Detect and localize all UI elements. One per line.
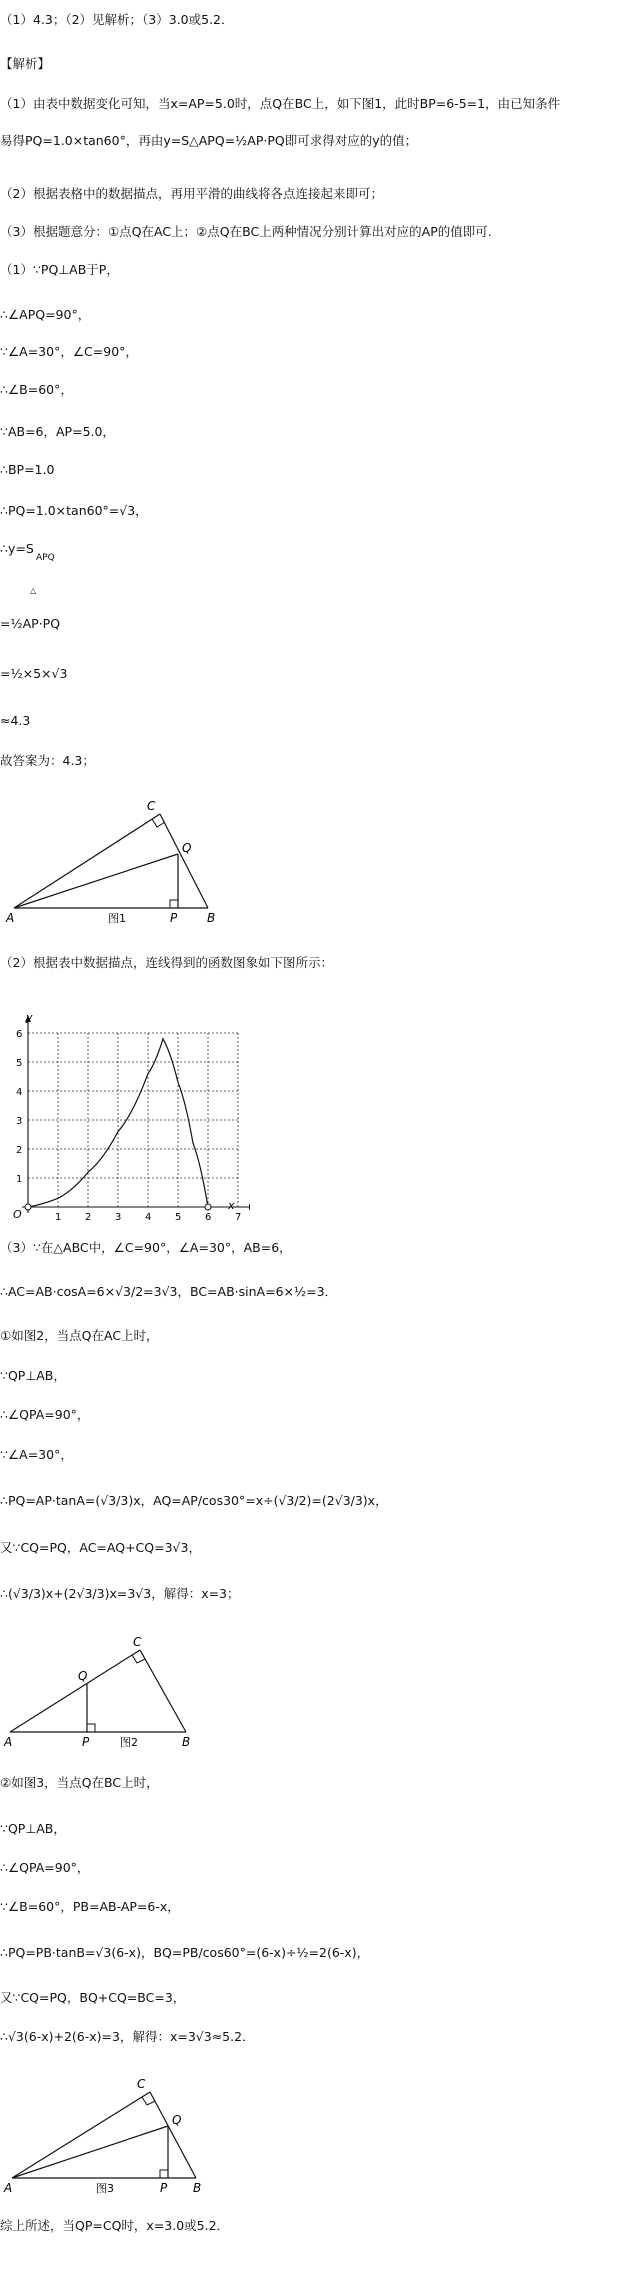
y-tick-label: 6 [16, 1029, 23, 1040]
axis-label-y: y [26, 1011, 33, 1024]
segment-cb [150, 2092, 196, 2178]
analysis-line-2: 易得PQ=1.0×tan60°，再由y=S△APQ=½AP·PQ即可求得对应的y的值； [0, 133, 418, 148]
solution-step: ∵QP⊥AB， [0, 1821, 66, 1836]
chart-series [25, 1039, 211, 1210]
solution-step: ∵∠A=30°，∠C=90°， [0, 344, 138, 359]
solution-step: ∵∠B=60°，PB=AB-AP=6-x， [0, 1899, 180, 1914]
right-angle-p [87, 1724, 95, 1732]
solution-step: ∴PQ=1.0×tan60°=√3， [0, 503, 148, 518]
solution-step: （3）∵在△ABC中，∠C=90°，∠A=30°，AB=6， [0, 1240, 292, 1255]
chart-grid [28, 1033, 238, 1207]
y-tick-label: 1 [16, 1174, 23, 1185]
solution-step: （1）∵PQ⊥AB于P， [0, 262, 119, 277]
solution-step: （2）根据表中数据描点，连线得到的函数图象如下图所示： [0, 955, 333, 970]
x-tick-label: 7 [235, 1212, 242, 1223]
triangle-symbol: △ [30, 586, 37, 595]
x-axis-arrow [249, 1204, 250, 1210]
label-q: Q [172, 2113, 182, 2127]
solution-step: ≈4.3 [0, 713, 31, 728]
figure-1 [0, 798, 240, 928]
solution-step: 故答案为：4.3； [0, 753, 95, 768]
label-b: B [193, 2181, 202, 2195]
label-p: P [160, 2181, 168, 2195]
solution-step: ∵∠A=30°， [0, 1447, 73, 1462]
answer-summary: （1）4.3；（2）见解析；（3）3.0或5.2． [0, 12, 234, 27]
chart-axes [22, 1015, 250, 1213]
label-p: P [82, 1735, 90, 1749]
y-tick-label: 4 [16, 1087, 23, 1098]
solution-step: ∴y=S [0, 541, 34, 556]
solution-step: 又∵CQ=PQ，BQ+CQ=BC=3， [0, 1990, 186, 2005]
segment-aq [12, 2126, 168, 2178]
segment-cb [140, 1650, 186, 1732]
caption-figure-3: 图3 [96, 2182, 114, 2195]
segment-ac [14, 814, 160, 908]
caption-figure-1: 图1 [108, 912, 126, 925]
solution-step: =½AP·PQ [0, 616, 61, 631]
caption-figure-2: 图2 [120, 1736, 138, 1749]
chart-ticks [16, 1029, 241, 1223]
label-b: B [207, 911, 216, 925]
solution-step: ∴(√3/3)x+(2√3/3)x=3√3，解得：x=3； [0, 1586, 240, 1601]
right-angle-p [170, 900, 178, 908]
subscript-apq: APQ [36, 553, 55, 563]
label-c: C [137, 2077, 146, 2091]
conclusion: 综上所述，当QP=CQ时，x=3.0或5.2． [0, 2218, 230, 2233]
label-a: A [4, 1735, 13, 1749]
x-tick-label: 4 [145, 1212, 152, 1223]
analysis-line-1: （1）由表中数据变化可知，当x=AP=5.0时，点Q在BC上，如下图1，此时BP=6-5=1，由已知条件 [0, 96, 561, 111]
segment-aq [14, 854, 178, 908]
solution-step: ∵QP⊥AB， [0, 1368, 66, 1383]
solution-step: ∴∠QPA=90°， [0, 1860, 90, 1875]
axis-label-x: x [228, 1199, 235, 1212]
label-a: A [4, 2181, 13, 2195]
x-tick-label: 5 [175, 1212, 182, 1223]
figure-2 [0, 1634, 210, 1749]
solution-step: ∴BP=1.0 [0, 462, 55, 477]
label-c: C [147, 799, 156, 813]
x-tick-label: 6 [205, 1212, 212, 1223]
endpoint-open-end [205, 1204, 211, 1210]
origin-label: O [13, 1208, 22, 1221]
label-a: A [6, 911, 15, 925]
x-tick-label: 1 [55, 1212, 62, 1223]
solution-step: ∴√3(6-x)+2(6-x)=3，解得：x=3√3≈5.2． [0, 2029, 255, 2044]
label-b: B [182, 1735, 191, 1749]
y-tick-label: 3 [16, 1116, 23, 1127]
solution-step: ∴PQ=PB·tanB=√3(6-x)，BQ=PB/cos60°=(6-x)÷½=2(6-x)， [0, 1945, 370, 1960]
solution-step: ∴PQ=AP·tanA=(√3/3)x，AQ=AP/cos30°=x÷(√3/2)=(2√3/3)x， [0, 1493, 388, 1508]
x-tick-label: 2 [85, 1212, 92, 1223]
segment-ac [10, 1650, 140, 1732]
function-graph [0, 1005, 250, 1245]
segment-cb [160, 814, 208, 908]
solution-step: ∴∠QPA=90°， [0, 1407, 90, 1422]
label-p: P [170, 911, 178, 925]
endpoint-open-start [25, 1204, 31, 1210]
figure-3 [0, 2076, 230, 2196]
analysis-heading: 【解析】 [0, 56, 51, 71]
y-tick-label: 2 [16, 1145, 23, 1156]
label-q: Q [182, 841, 192, 855]
solution-step: ∴AC=AB·cosA=6×√3/2=3√3，BC=AB·sinA=6×½=3． [0, 1284, 338, 1299]
x-tick-label: 3 [115, 1212, 122, 1223]
y-tick-label: 5 [16, 1058, 23, 1069]
solution-step: ∴∠B=60°， [0, 382, 73, 397]
analysis-line-4: （3）根据题意分：①点Q在AC上；②点Q在BC上两种情况分别计算出对应的AP的值即可. [0, 224, 492, 239]
right-angle-p [160, 2170, 168, 2178]
solution-step: ∴∠APQ=90°， [0, 307, 91, 322]
solution-step: ②如图3，当点Q在BC上时， [0, 1775, 159, 1790]
solution-step: =½×5×√3 [0, 666, 68, 681]
analysis-line-3: （2）根据表格中的数据描点，再用平滑的曲线将各点连接起来即可； [0, 186, 383, 201]
solution-step: 又∵CQ=PQ，AC=AQ+CQ=3√3， [0, 1540, 201, 1555]
segment-ac [12, 2092, 150, 2178]
label-q: Q [78, 1669, 88, 1683]
solution-step: ∵AB=6，AP=5.0， [0, 424, 115, 439]
solution-step: ①如图2，当点Q在AC上时， [0, 1328, 159, 1343]
label-c: C [133, 1635, 142, 1649]
